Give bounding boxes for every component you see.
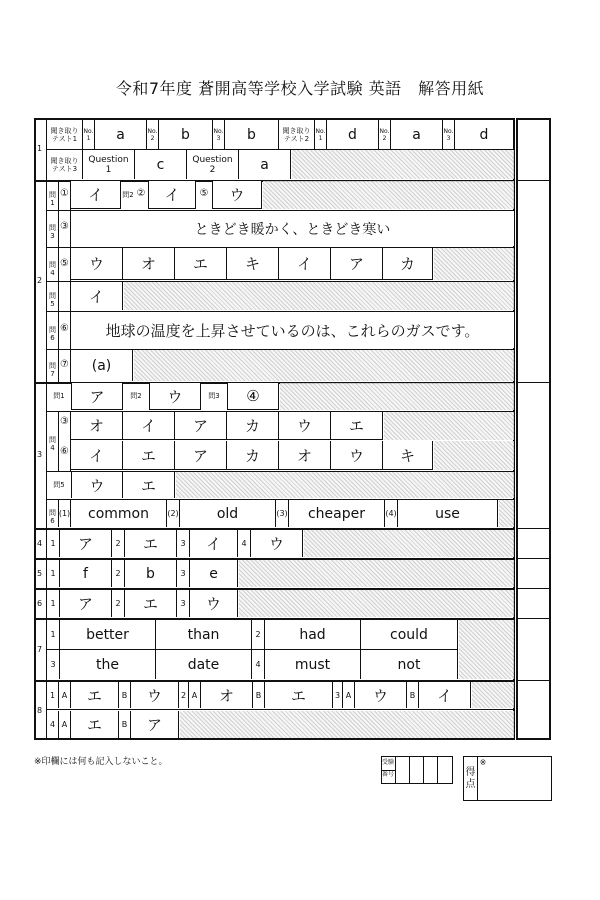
q-label: 問6: [49, 326, 56, 342]
shaded-area: [176, 472, 514, 498]
test1-label: 聞き取り テスト1: [47, 120, 83, 149]
item-number: 2: [252, 620, 265, 649]
box-divider: [395, 756, 396, 784]
shaded-area: [434, 248, 514, 280]
part-number: (3): [276, 500, 289, 527]
ab-label: B: [119, 711, 131, 738]
section-number: 4: [37, 539, 43, 548]
section-number: 8: [37, 706, 43, 715]
question-label: Question 2: [187, 150, 239, 179]
ab-label: A: [59, 682, 71, 708]
test3-label: 聞き取り テスト3: [47, 150, 83, 179]
s2-q1-answer[interactable]: イ: [71, 181, 121, 209]
section-number: 1: [37, 144, 43, 153]
no-label: No. 3: [443, 120, 455, 149]
s3-q4-row3[interactable]: カ: [227, 412, 279, 440]
score-label: 得点: [465, 767, 476, 790]
section-number: 5: [37, 569, 43, 578]
s8-answer[interactable]: エ: [265, 682, 333, 708]
instruction-note: ※印欄には何も記入しないこと。: [34, 757, 168, 767]
s3-q3-answer[interactable]: ④: [227, 383, 279, 410]
shaded-area: [384, 412, 514, 440]
row-divider: [46, 709, 515, 710]
test1-answer-3[interactable]: b: [225, 120, 279, 149]
item-number: 1: [47, 682, 59, 708]
item-number: 3: [333, 682, 343, 708]
s6-answer[interactable]: ア: [60, 590, 112, 617]
s7-answer[interactable]: not: [361, 650, 458, 679]
score-divider: [516, 382, 551, 383]
s3-q1-answer[interactable]: ア: [71, 383, 123, 410]
s2-q4-answer[interactable]: キ: [227, 248, 279, 280]
item-number: 3: [177, 590, 190, 617]
s3-q4-row6[interactable]: オ: [279, 441, 331, 470]
s8-answer[interactable]: エ: [71, 711, 119, 738]
shaded-area: [459, 620, 514, 679]
circled-number: ③: [60, 221, 69, 232]
item-number: 2: [112, 530, 125, 557]
s2-q5-answer[interactable]: イ: [71, 282, 123, 310]
shaded-area: [263, 181, 514, 209]
s3-q2-answer[interactable]: ウ: [149, 383, 201, 410]
test3-answer-1[interactable]: c: [135, 150, 187, 179]
shaded-area: [239, 560, 514, 587]
question-label: Question 1: [83, 150, 135, 179]
exam-number-label: 番号: [382, 771, 395, 778]
s3-q6-answer[interactable]: cheaper: [289, 500, 385, 527]
ab-label: A: [343, 682, 355, 708]
box-divider: [409, 756, 410, 784]
s6-answer[interactable]: ウ: [190, 590, 238, 617]
part-number: (4): [385, 500, 398, 527]
s7-answer[interactable]: better: [60, 620, 156, 649]
s8-answer[interactable]: ア: [131, 711, 179, 738]
q-label: 問2: [122, 191, 134, 199]
box-divider: [381, 770, 395, 771]
s2-q4-answer[interactable]: カ: [383, 248, 433, 280]
exam-number-label: 受験: [382, 759, 395, 766]
score-mark: ※: [479, 758, 487, 767]
q-label: 問7: [49, 362, 56, 378]
item-number: 2: [112, 590, 125, 617]
circled-number: ⑤: [60, 258, 69, 269]
shaded-area: [134, 350, 514, 381]
s2-q4-answer[interactable]: ウ: [71, 248, 123, 280]
no-label: No. 2: [379, 120, 391, 149]
score-divider: [516, 528, 551, 529]
test2-answer-3[interactable]: d: [455, 120, 513, 149]
item-number: 2: [179, 682, 189, 708]
s7-answer[interactable]: could: [361, 620, 458, 649]
s8-answer[interactable]: ウ: [355, 682, 407, 708]
q-label: 問2: [130, 392, 142, 400]
s4-answer[interactable]: ウ: [251, 530, 303, 557]
ab-label: B: [119, 682, 131, 708]
shaded-area: [292, 150, 514, 179]
section-number: 2: [37, 276, 43, 285]
test2-label: 聞き取り テスト2: [279, 120, 315, 149]
test3-answer-2[interactable]: a: [239, 150, 291, 179]
s3-q4-row6[interactable]: ウ: [331, 441, 383, 470]
score-divider: [516, 558, 551, 559]
s3-q6-answer[interactable]: common: [71, 500, 167, 527]
s7-answer[interactable]: date: [156, 650, 252, 679]
s2-q2-answer-b[interactable]: ウ: [212, 181, 262, 209]
item-number: 1: [47, 530, 60, 557]
s3-q4-row3[interactable]: ウ: [279, 412, 331, 440]
s4-answer[interactable]: エ: [125, 530, 177, 557]
item-number: 3: [177, 530, 190, 557]
shaded-area: [472, 682, 514, 708]
s7-answer[interactable]: than: [156, 620, 252, 649]
q-label: 問5: [49, 292, 56, 308]
s3-q4-row6[interactable]: イ: [71, 441, 123, 470]
circled-number: ②: [136, 188, 146, 199]
item-number: 4: [252, 650, 265, 679]
q-label: 問1: [49, 191, 56, 207]
s2-q6-answer[interactable]: 地球の温度を上昇させているのは、これらのガスです。: [71, 312, 514, 348]
shaded-area: [239, 590, 514, 617]
box-divider: [437, 756, 438, 784]
score-divider: [516, 180, 551, 181]
s5-answer[interactable]: f: [60, 560, 112, 587]
part-number: (2): [167, 500, 180, 527]
s4-answer[interactable]: ア: [60, 530, 112, 557]
ab-label: A: [59, 711, 71, 738]
s2-q4-answer[interactable]: ア: [331, 248, 383, 280]
circled-number: ①: [60, 188, 69, 199]
shaded-area: [124, 282, 514, 310]
item-number: 4: [238, 530, 251, 557]
circled-number: ⑤: [199, 188, 209, 199]
s3-q4-row3[interactable]: ア: [175, 412, 227, 440]
s3-q6-answer[interactable]: old: [180, 500, 276, 527]
test2-answer-1[interactable]: d: [327, 120, 379, 149]
s8-answer[interactable]: オ: [201, 682, 253, 708]
q-label: 問4: [49, 436, 56, 452]
ab-label: A: [189, 682, 201, 708]
q-label: 問6: [49, 509, 56, 525]
s8-answer[interactable]: エ: [71, 682, 119, 708]
item-number: 1: [47, 560, 60, 587]
shaded-area: [304, 530, 514, 557]
no-label: No. 1: [83, 120, 95, 149]
item-number: 1: [47, 590, 60, 617]
shaded-area: [280, 383, 514, 410]
section-number: 7: [37, 645, 43, 654]
test2-answer-2[interactable]: a: [391, 120, 443, 149]
s2-q4-answer[interactable]: イ: [279, 248, 331, 280]
s3-q5-answer[interactable]: ウ: [71, 472, 123, 498]
no-label: No. 3: [213, 120, 225, 149]
s8-answer[interactable]: ウ: [131, 682, 179, 708]
test1-answer-1[interactable]: a: [95, 120, 147, 149]
s5-answer[interactable]: b: [125, 560, 177, 587]
item-number: 3: [177, 560, 190, 587]
s3-q4-row3[interactable]: エ: [331, 412, 383, 440]
s3-q6-answer[interactable]: use: [398, 500, 498, 527]
s3-q4-row6[interactable]: エ: [123, 441, 175, 470]
no-label: No. 1: [315, 120, 327, 149]
score-divider: [516, 588, 551, 589]
s3-q4-row3[interactable]: オ: [71, 412, 123, 440]
score-column: [516, 118, 551, 740]
s3-q4-row6[interactable]: キ: [383, 441, 433, 470]
shaded-area: [180, 711, 514, 738]
s3-q4-row3[interactable]: イ: [123, 412, 175, 440]
ab-label: B: [253, 682, 265, 708]
s6-answer[interactable]: エ: [125, 590, 177, 617]
item-number: 1: [47, 620, 60, 649]
q-label: 問3: [49, 224, 56, 240]
s3-q4-row6[interactable]: カ: [227, 441, 279, 470]
q-label: 問4: [49, 261, 56, 277]
s7-answer[interactable]: must: [265, 650, 361, 679]
s3-q5-answer[interactable]: エ: [123, 472, 175, 498]
shaded-area: [434, 441, 514, 470]
q-label: 問5: [53, 481, 65, 489]
q-label: 問3: [208, 392, 220, 400]
s2-q7-answer[interactable]: (a): [71, 350, 133, 381]
circled-number: ⑦: [60, 359, 69, 370]
circled-number: ⑥: [60, 323, 69, 334]
s2-q2-answer-a[interactable]: イ: [148, 181, 196, 209]
item-number: 2: [112, 560, 125, 587]
circled-number: ③: [60, 416, 69, 427]
no-label: No. 2: [147, 120, 159, 149]
score-divider: [516, 618, 551, 619]
item-number: 3: [47, 650, 60, 679]
q-label: 問1: [53, 392, 65, 400]
s2-q4-answer[interactable]: オ: [123, 248, 175, 280]
shaded-area: [499, 500, 514, 527]
part-number: (1): [58, 500, 71, 527]
s4-answer[interactable]: イ: [190, 530, 238, 557]
section-number: 3: [37, 450, 43, 459]
item-number: 4: [47, 711, 59, 738]
ab-label: B: [407, 682, 419, 708]
circled-number: ⑥: [60, 446, 69, 457]
s7-answer[interactable]: had: [265, 620, 361, 649]
page-title: 令和7年度 蒼開高等学校入学試験 英語 解答用紙: [115, 79, 485, 98]
score-divider: [516, 680, 551, 681]
s3-q4-row6[interactable]: ア: [175, 441, 227, 470]
s7-answer[interactable]: the: [60, 650, 156, 679]
test1-answer-2[interactable]: b: [159, 120, 213, 149]
section-number: 6: [37, 599, 43, 608]
s5-answer[interactable]: e: [190, 560, 238, 587]
box-divider: [423, 756, 424, 784]
s2-q3-answer[interactable]: ときどき暖かく、ときどき寒い: [71, 211, 514, 246]
s8-answer[interactable]: イ: [419, 682, 471, 708]
s2-q4-answer[interactable]: エ: [175, 248, 227, 280]
